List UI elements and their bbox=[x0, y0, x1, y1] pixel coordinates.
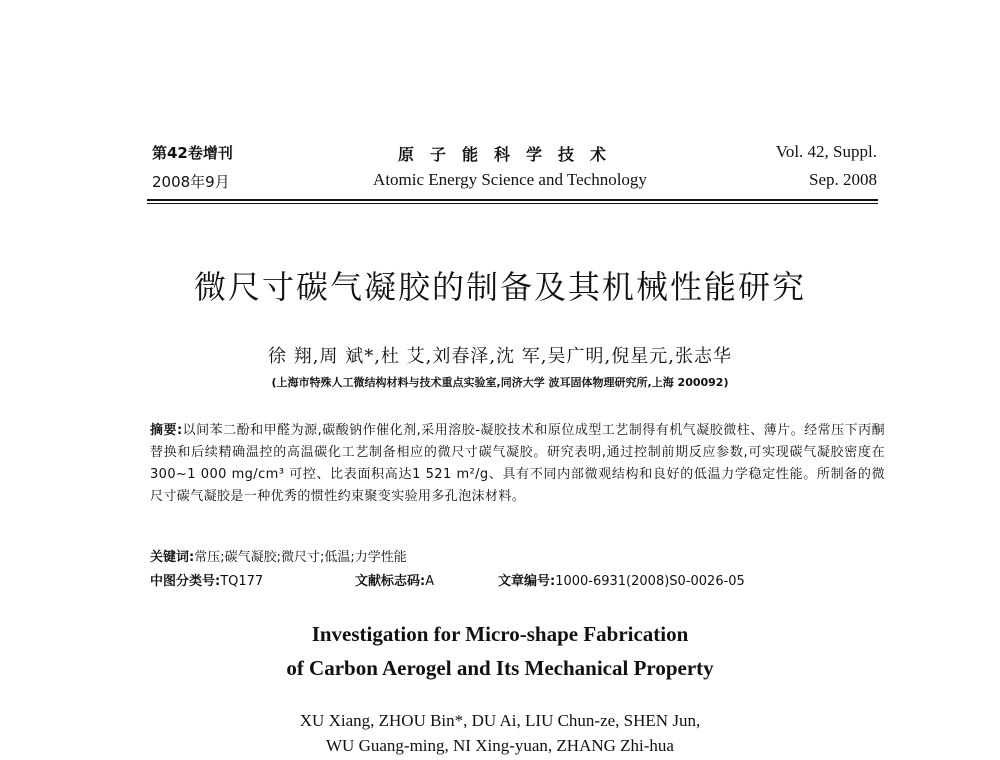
article-number bbox=[498, 570, 745, 589]
header-rule-thin bbox=[147, 203, 878, 204]
doc-label: 文献标志码: bbox=[355, 574, 426, 589]
header-rule-thick bbox=[147, 199, 878, 201]
keywords-text: 常压;碳气凝胶;微尺寸;低温;力学性能 bbox=[194, 550, 407, 565]
date-en: Sep. 2008 bbox=[809, 170, 877, 189]
journal-name-cn: 原子能科学技术 bbox=[397, 145, 622, 164]
doc-code bbox=[355, 570, 434, 589]
classification-line bbox=[150, 570, 885, 589]
affiliation-cn: (上海市特殊人工微结构材料与技术重点实验室,同济大学 波耳固体物理研究所,上海 200092) bbox=[271, 376, 729, 389]
abstract-cn bbox=[150, 420, 885, 508]
volume-cn: 第42卷增刊 bbox=[152, 144, 233, 162]
article-value: 1000-6931(2008)S0-0026-05 bbox=[555, 574, 745, 589]
clc-code bbox=[150, 574, 263, 589]
authors-en-line2: WU Guang-ming, NI Xing-yuan, ZHANG Zhi-hua bbox=[326, 736, 674, 755]
keywords-line bbox=[150, 546, 407, 565]
doc-value: A bbox=[425, 574, 435, 589]
paper-title-en-line1: Investigation for Micro-shape Fabrication bbox=[311, 622, 689, 646]
authors-en-line1: XU Xiang, ZHOU Bin*, DU Ai, LIU Chun-ze, SHEN Jun, bbox=[299, 711, 701, 730]
date-cn: 2008年9月 bbox=[152, 173, 230, 191]
article-label: 文章编号: bbox=[498, 574, 556, 589]
paper-title-en-line2: of Carbon Aerogel and Its Mechanical Property bbox=[286, 656, 714, 680]
paper-title-cn: 微尺寸碳气凝胶的制备及其机械性能研究 bbox=[193, 268, 806, 306]
authors-cn: 徐 翔,周 斌*,杜 艾,刘春泽,沈 军,吴广明,倪星元,张志华 bbox=[268, 346, 732, 367]
journal-name-en: Atomic Energy Science and Technology bbox=[373, 170, 647, 189]
volume-en: Vol. 42, Suppl. bbox=[775, 142, 877, 161]
clc-label: 中图分类号: bbox=[150, 574, 221, 589]
keywords-label: 关键词: bbox=[150, 550, 195, 565]
abstract-text: 以间苯二酚和甲醛为源,碳酸钠作催化剂,采用溶胶-凝胶技术和原位成型工艺制得有机气凝胶微柱、薄片。经常压下丙酮替换和后续精确温控的高温碳化工艺制备相应的微尺寸碳气凝胶。研究表明,通过控制前期反应参数,可实现碳气凝胶密度在 300~1 000 mg/cm³ 可控、比表面积高达1 521 m²/g、具有不同内部微观结构和良好的低温力学稳定性能。所制备的微尺寸碳气凝胶是一种优秀的惯性约束聚变实验用多孔泡沫材料。 bbox=[150, 423, 886, 504]
abstract-label: 摘要: bbox=[150, 423, 183, 438]
clc-value: TQ177 bbox=[220, 574, 264, 589]
